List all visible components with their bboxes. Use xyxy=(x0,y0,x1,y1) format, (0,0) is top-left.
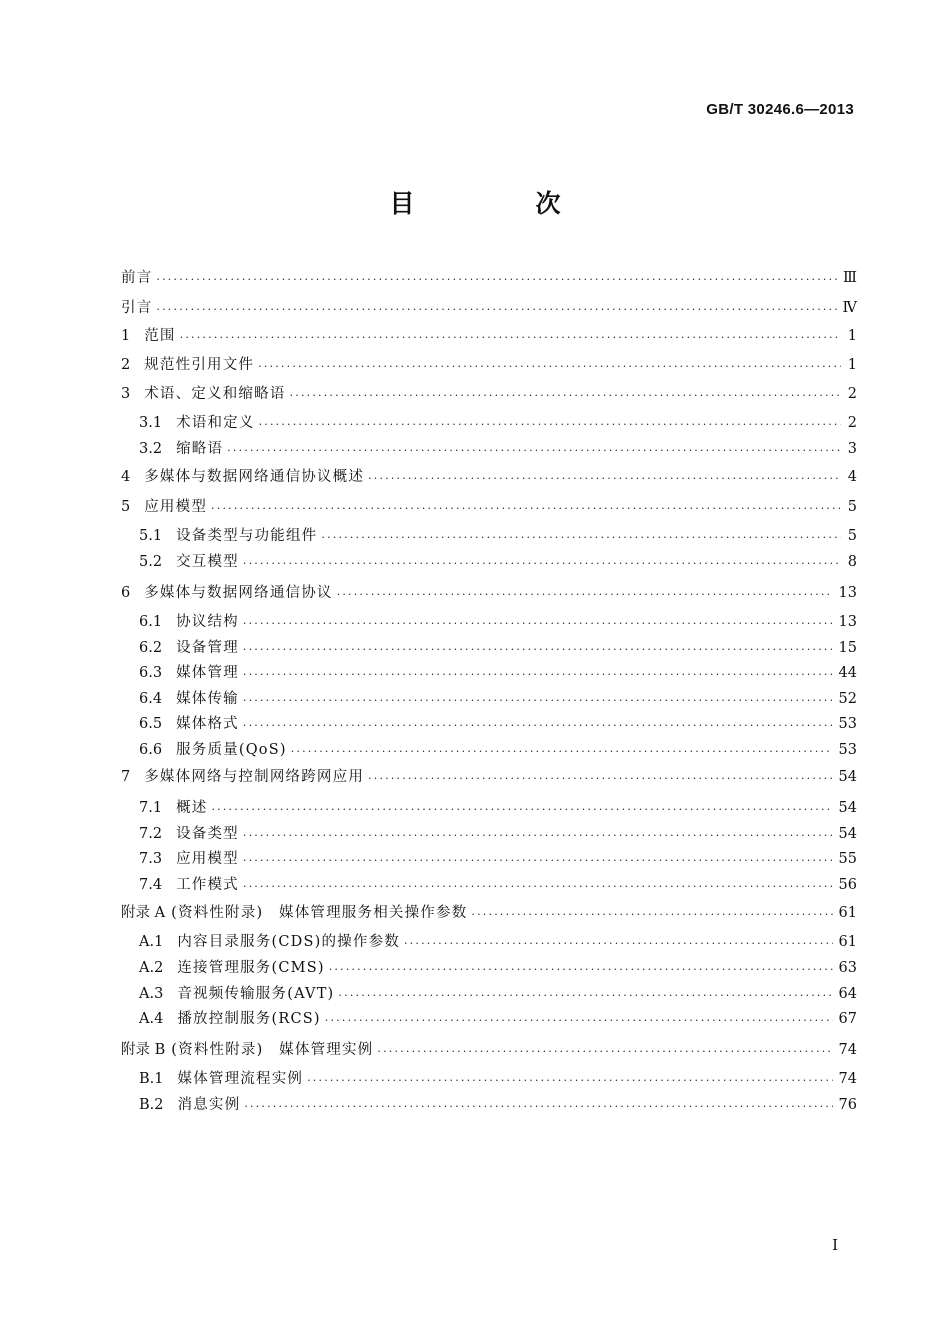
toc-entry-page: 1 xyxy=(847,357,857,373)
toc-entry-label: 媒体传输 xyxy=(176,691,239,707)
toc-entry-label: 引言 xyxy=(121,300,153,316)
toc-entry[interactable] xyxy=(121,326,857,346)
toc-entry-number: 4 xyxy=(121,469,131,485)
dot-leader xyxy=(211,501,841,517)
toc-entry-number: 3.1 xyxy=(139,415,163,431)
toc-entry[interactable] xyxy=(121,268,857,288)
dot-leader xyxy=(156,272,837,288)
toc-entry[interactable] xyxy=(139,439,857,459)
toc-entry-number: 附录 B xyxy=(121,1042,166,1058)
toc-entry-page: 54 xyxy=(838,826,857,842)
toc-entry-label: 规范性引用文件 xyxy=(144,357,255,373)
toc-entry-page: 3 xyxy=(847,441,857,457)
toc-entry-page: 61 xyxy=(838,905,857,921)
toc-entry[interactable] xyxy=(121,467,857,487)
dot-leader xyxy=(244,1099,832,1115)
toc-entry-label: 音视频传输服务(AVT) xyxy=(177,986,335,1002)
toc-entry-page: 8 xyxy=(847,554,857,570)
toc-entry-label: 多媒体网络与控制网络跨网应用 xyxy=(144,769,365,785)
toc-entry-page: 5 xyxy=(847,499,857,515)
toc-entry-page: 76 xyxy=(838,1097,857,1113)
toc-entry-label: 应用模型 xyxy=(144,499,208,515)
toc-entry-label: (资料性附录) 媒体管理服务相关操作参数 xyxy=(171,905,468,921)
toc-entry-number: 1 xyxy=(121,328,131,344)
toc-entry-number: 7.1 xyxy=(139,800,163,816)
dot-leader xyxy=(243,667,833,683)
dot-leader xyxy=(211,802,832,818)
toc-entry-number: 6.3 xyxy=(139,665,163,681)
toc-entry-number: 7.4 xyxy=(139,877,163,893)
toc-entry-page: Ⅲ xyxy=(843,270,857,286)
toc-entry-number: B.2 xyxy=(139,1097,164,1113)
toc-entry[interactable] xyxy=(139,984,857,1004)
toc-entry-label: 服务质量(QoS) xyxy=(176,742,287,758)
toc-entry-number: 6.6 xyxy=(139,742,163,758)
dot-leader xyxy=(337,587,833,603)
toc-entry-number: 2 xyxy=(121,357,131,373)
dot-leader xyxy=(243,828,833,844)
dot-leader xyxy=(291,744,833,760)
toc-entry-label: 内容目录服务(CDS)的操作参数 xyxy=(177,934,400,950)
toc-entry-label: 范围 xyxy=(144,328,176,344)
toc-entry-page: 56 xyxy=(838,877,857,893)
toc-entry-number: 7 xyxy=(121,769,131,785)
dot-leader xyxy=(377,1044,832,1060)
dot-leader xyxy=(325,1013,833,1029)
toc-entry-label: 播放控制服务(RCS) xyxy=(177,1011,321,1027)
toc-entry[interactable] xyxy=(121,298,857,318)
toc-entry[interactable] xyxy=(139,932,857,952)
toc-entry[interactable] xyxy=(121,355,857,375)
toc-entry[interactable] xyxy=(121,1040,857,1060)
toc-entry[interactable] xyxy=(121,903,857,923)
toc-entry-number: 7.3 xyxy=(139,851,163,867)
toc-entry-label: 协议结构 xyxy=(176,614,239,630)
toc-entry-page: 61 xyxy=(838,934,857,950)
toc-entry-label: 媒体管理 xyxy=(176,665,239,681)
dot-leader xyxy=(259,417,841,433)
toc-entry-number: 5.2 xyxy=(139,554,163,570)
dot-leader xyxy=(368,471,841,487)
toc-entry[interactable] xyxy=(139,798,857,818)
toc-entry-page: 53 xyxy=(838,716,857,732)
dot-leader xyxy=(243,718,833,734)
toc-entry-page: 64 xyxy=(838,986,857,1002)
toc-entry-label: 缩略语 xyxy=(176,441,224,457)
toc-entry-page: 53 xyxy=(838,742,857,758)
toc-entry-number: 6.2 xyxy=(139,640,163,656)
toc-entry[interactable] xyxy=(139,526,857,546)
toc-entry[interactable] xyxy=(139,1009,857,1029)
toc-entry-number: B.1 xyxy=(139,1071,164,1087)
toc-entry-number: A.2 xyxy=(139,960,164,976)
dot-leader xyxy=(243,853,833,869)
toc-entry-label: 设备类型 xyxy=(176,826,239,842)
toc-entry-page: 5 xyxy=(847,528,857,544)
toc-entry-page: 13 xyxy=(838,585,857,601)
toc-entry-number: A.1 xyxy=(139,934,164,950)
toc-entry[interactable] xyxy=(139,740,857,760)
toc-entry-label: 多媒体与数据网络通信协议概述 xyxy=(144,469,365,485)
toc-entry-number: 7.2 xyxy=(139,826,163,842)
dot-leader xyxy=(180,330,841,346)
toc-entry-page: 4 xyxy=(847,469,857,485)
toc-entry-number: 附录 A xyxy=(121,905,166,921)
toc-entry-label: 前言 xyxy=(121,270,153,286)
toc-entry[interactable] xyxy=(139,1069,857,1089)
toc-entry[interactable] xyxy=(139,849,857,869)
toc-entry[interactable] xyxy=(121,583,857,603)
toc-entry[interactable] xyxy=(139,824,857,844)
toc-entry[interactable] xyxy=(139,663,857,683)
toc-entry-label: 应用模型 xyxy=(176,851,239,867)
toc-entry-label: 媒体格式 xyxy=(176,716,239,732)
toc-entry-number: 3.2 xyxy=(139,441,163,457)
toc-entry-label: 媒体管理流程实例 xyxy=(177,1071,304,1087)
toc-entry-label: 多媒体与数据网络通信协议 xyxy=(144,585,333,601)
toc-entry-page: 54 xyxy=(838,800,857,816)
toc-entry-page: 2 xyxy=(847,415,857,431)
toc-entry[interactable] xyxy=(121,497,857,517)
toc-entry-label: 消息实例 xyxy=(177,1097,241,1113)
dot-leader xyxy=(243,556,841,572)
toc-entry-page: 55 xyxy=(838,851,857,867)
toc-entry-number: 6.4 xyxy=(139,691,163,707)
toc-entry[interactable] xyxy=(139,413,857,433)
toc-entry-page: 74 xyxy=(838,1071,857,1087)
dot-leader xyxy=(471,907,832,923)
dot-leader xyxy=(243,616,833,632)
dot-leader xyxy=(227,443,841,459)
toc-entry[interactable] xyxy=(139,714,857,734)
toc-entry[interactable] xyxy=(121,384,857,404)
toc-entry-label: 术语、定义和缩略语 xyxy=(144,386,286,402)
dot-leader xyxy=(243,879,833,895)
dot-leader xyxy=(258,359,841,375)
dot-leader xyxy=(329,962,833,978)
toc-entry[interactable] xyxy=(139,612,857,632)
dot-leader xyxy=(307,1073,832,1089)
toc-entry-number: A.4 xyxy=(139,1011,164,1027)
dot-leader xyxy=(243,642,833,658)
toc-entry-page: 44 xyxy=(838,665,857,681)
toc-entry[interactable] xyxy=(139,875,857,895)
toc-entry-label: (资料性附录) 媒体管理实例 xyxy=(171,1042,374,1058)
toc-entry-label: 概述 xyxy=(176,800,208,816)
toc-entry-page: 2 xyxy=(847,386,857,402)
toc-entry-number: 6.1 xyxy=(139,614,163,630)
page-title: 目 次 xyxy=(389,189,609,218)
toc-entry-page: 63 xyxy=(838,960,857,976)
toc-entry[interactable] xyxy=(139,689,857,709)
toc-entry[interactable] xyxy=(139,1095,857,1115)
toc-entry[interactable] xyxy=(139,638,857,658)
toc-entry-number: 3 xyxy=(121,386,131,402)
toc-entry-page: 15 xyxy=(838,640,857,656)
dot-leader xyxy=(368,771,833,787)
toc-entry-number: 5.1 xyxy=(139,528,163,544)
toc-entry[interactable] xyxy=(121,767,857,787)
page-folio: I xyxy=(832,1236,838,1254)
toc-entry-page: 67 xyxy=(838,1011,857,1027)
toc-entry-page: 54 xyxy=(838,769,857,785)
dot-leader xyxy=(290,388,841,404)
toc-entry-label: 设备管理 xyxy=(176,640,239,656)
dot-leader xyxy=(321,530,841,546)
dot-leader xyxy=(404,936,833,952)
toc-entry-label: 设备类型与功能组件 xyxy=(176,528,318,544)
toc-entry-number: 6.5 xyxy=(139,716,163,732)
standard-number: GB/T 30246.6—2013 xyxy=(706,101,854,118)
toc-entry-label: 连接管理服务(CMS) xyxy=(177,960,325,976)
dot-leader xyxy=(156,302,836,318)
toc-entry-page: 52 xyxy=(838,691,857,707)
toc-entry-number: 6 xyxy=(121,585,131,601)
dot-leader xyxy=(338,988,832,1004)
toc-entry-label: 工作模式 xyxy=(176,877,239,893)
toc-entry-page: 13 xyxy=(838,614,857,630)
toc-entry-page: 1 xyxy=(847,328,857,344)
dot-leader xyxy=(243,693,833,709)
toc-entry-page: Ⅳ xyxy=(842,300,857,316)
toc-entry-page: 74 xyxy=(838,1042,857,1058)
toc-entry-label: 交互模型 xyxy=(176,554,239,570)
toc-entry-number: A.3 xyxy=(139,986,164,1002)
toc-entry-label: 术语和定义 xyxy=(176,415,255,431)
toc-entry[interactable] xyxy=(139,958,857,978)
toc-entry[interactable] xyxy=(139,552,857,572)
toc-entry-number: 5 xyxy=(121,499,131,515)
